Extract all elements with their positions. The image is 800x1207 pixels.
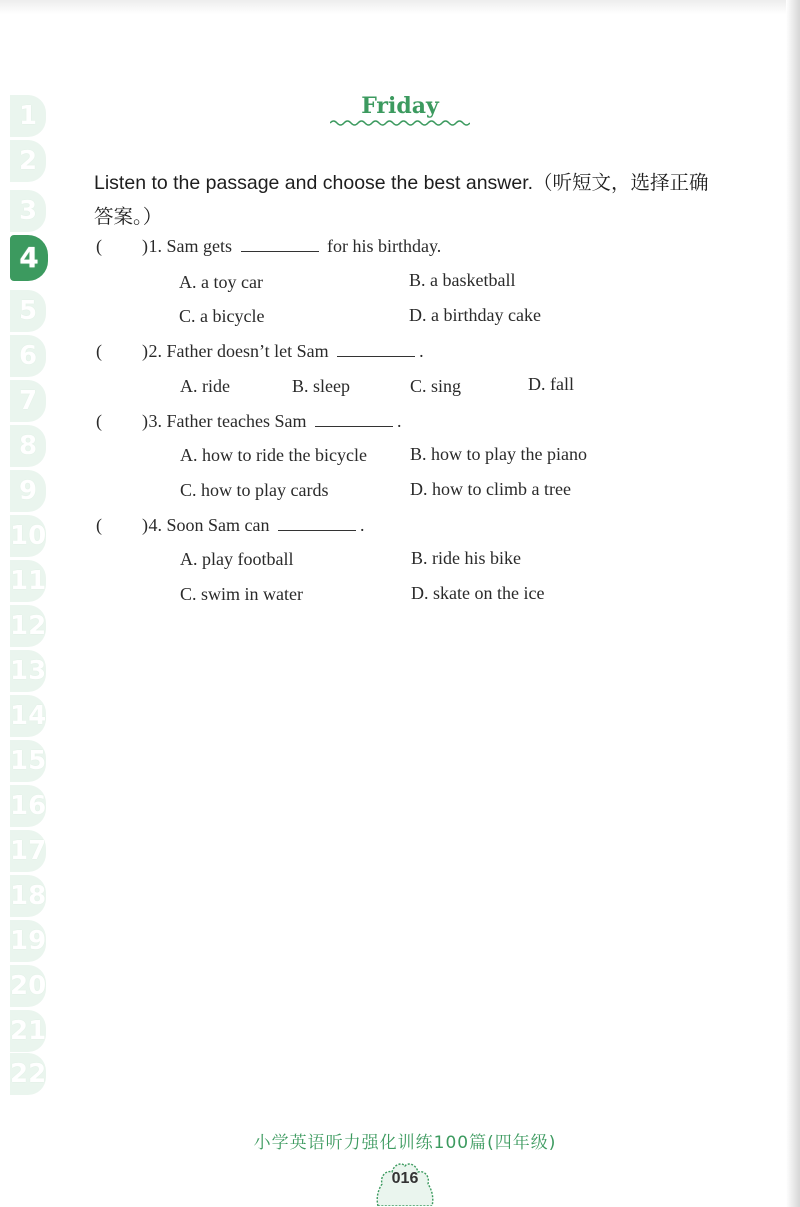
side-tab-20[interactable]: 20	[10, 965, 46, 1007]
side-tab-strip	[10, 95, 48, 1095]
page-top-edge	[0, 0, 800, 14]
side-tab-8[interactable]: 8	[10, 425, 46, 467]
answer-paren[interactable]: ( )	[96, 515, 148, 535]
q4-option-d: D. skate on the ice	[411, 583, 545, 603]
q1-option-a: A. a toy car	[179, 272, 263, 292]
instruction-text: Listen to the passage and choose the best answer.（听短文，选择正确答案。）	[94, 172, 709, 228]
question-number: 3.	[148, 411, 162, 431]
q4-option-b: B. ride his bike	[411, 548, 521, 568]
question-number: 2.	[148, 341, 162, 361]
q4-option-a: A. play football	[180, 549, 294, 569]
q3-option-d: D. how to climb a tree	[410, 479, 571, 499]
q1-option-b: B. a basketball	[409, 270, 516, 290]
side-tab-5[interactable]: 5	[10, 290, 46, 332]
side-tab-17[interactable]: 17	[10, 830, 46, 872]
question-text-before: Father teaches Sam	[166, 411, 307, 431]
page-right-edge	[786, 0, 800, 1207]
q1-option-d: D. a birthday cake	[409, 305, 541, 325]
book-title-footer: 小学英语听力强化训练100篇(四年级)	[253, 1133, 557, 1153]
answer-blank	[315, 412, 393, 427]
answer-paren[interactable]: ( )	[96, 411, 148, 431]
q2-option-d: D. fall	[528, 374, 574, 394]
question-text-after: .	[360, 515, 365, 535]
side-tab-7[interactable]: 7	[10, 380, 46, 422]
q2-option-c: C. sing	[410, 376, 462, 396]
side-tab-3[interactable]: 3	[10, 190, 46, 232]
side-tab-12[interactable]: 12	[10, 605, 46, 647]
side-tab-19[interactable]: 19	[10, 920, 46, 962]
side-tab-16[interactable]: 16	[10, 785, 46, 827]
question-number: 1.	[148, 236, 162, 256]
side-tab-13[interactable]: 13	[10, 650, 46, 692]
question-text-after: for his birthday.	[327, 236, 442, 256]
side-tab-15[interactable]: 15	[10, 740, 46, 782]
q2-option-a: A. ride	[180, 376, 230, 396]
question-1	[96, 236, 441, 257]
page-title: Friday	[361, 93, 439, 119]
question-text-after: .	[396, 411, 402, 431]
answer-paren[interactable]: ( )	[96, 341, 148, 361]
answer-paren[interactable]: ( )	[96, 236, 148, 256]
answer-blank	[241, 237, 319, 252]
side-tab-9[interactable]: 9	[10, 470, 46, 512]
side-tab-14[interactable]: 14	[10, 695, 46, 737]
question-text-before: Soon Sam can	[166, 515, 270, 535]
q1-option-c: C. a bicycle	[179, 306, 265, 326]
question-3	[96, 411, 401, 432]
side-tab-21[interactable]: 21	[10, 1010, 46, 1052]
question-2	[96, 341, 424, 362]
question-number: 4.	[148, 515, 162, 535]
side-tab-1[interactable]: 1	[10, 95, 46, 137]
side-tab-4[interactable]: 4	[10, 235, 48, 281]
q3-option-a: A. how to ride the bicycle	[180, 445, 367, 465]
q2-option-b: B. sleep	[292, 376, 350, 396]
side-tab-2[interactable]: 2	[10, 140, 46, 182]
question-4	[96, 515, 365, 536]
question-text-before: Sam gets	[166, 236, 232, 256]
side-tab-22[interactable]: 22	[10, 1053, 46, 1095]
q3-option-c: C. how to play cards	[180, 480, 329, 500]
page-number: 016	[391, 1170, 419, 1187]
side-tab-18[interactable]: 18	[10, 875, 46, 917]
side-tab-11[interactable]: 11	[10, 560, 46, 602]
answer-blank	[278, 516, 356, 531]
question-text-after: .	[419, 341, 424, 361]
title-wave-underline	[330, 118, 470, 128]
side-tab-10[interactable]: 10	[10, 515, 46, 557]
q4-option-c: C. swim in water	[180, 584, 303, 604]
question-text-before: Father doesn’t let Sam	[166, 341, 329, 361]
answer-blank	[337, 342, 415, 357]
q3-option-b: B. how to play the piano	[410, 444, 587, 464]
side-tab-6[interactable]: 6	[10, 335, 46, 377]
